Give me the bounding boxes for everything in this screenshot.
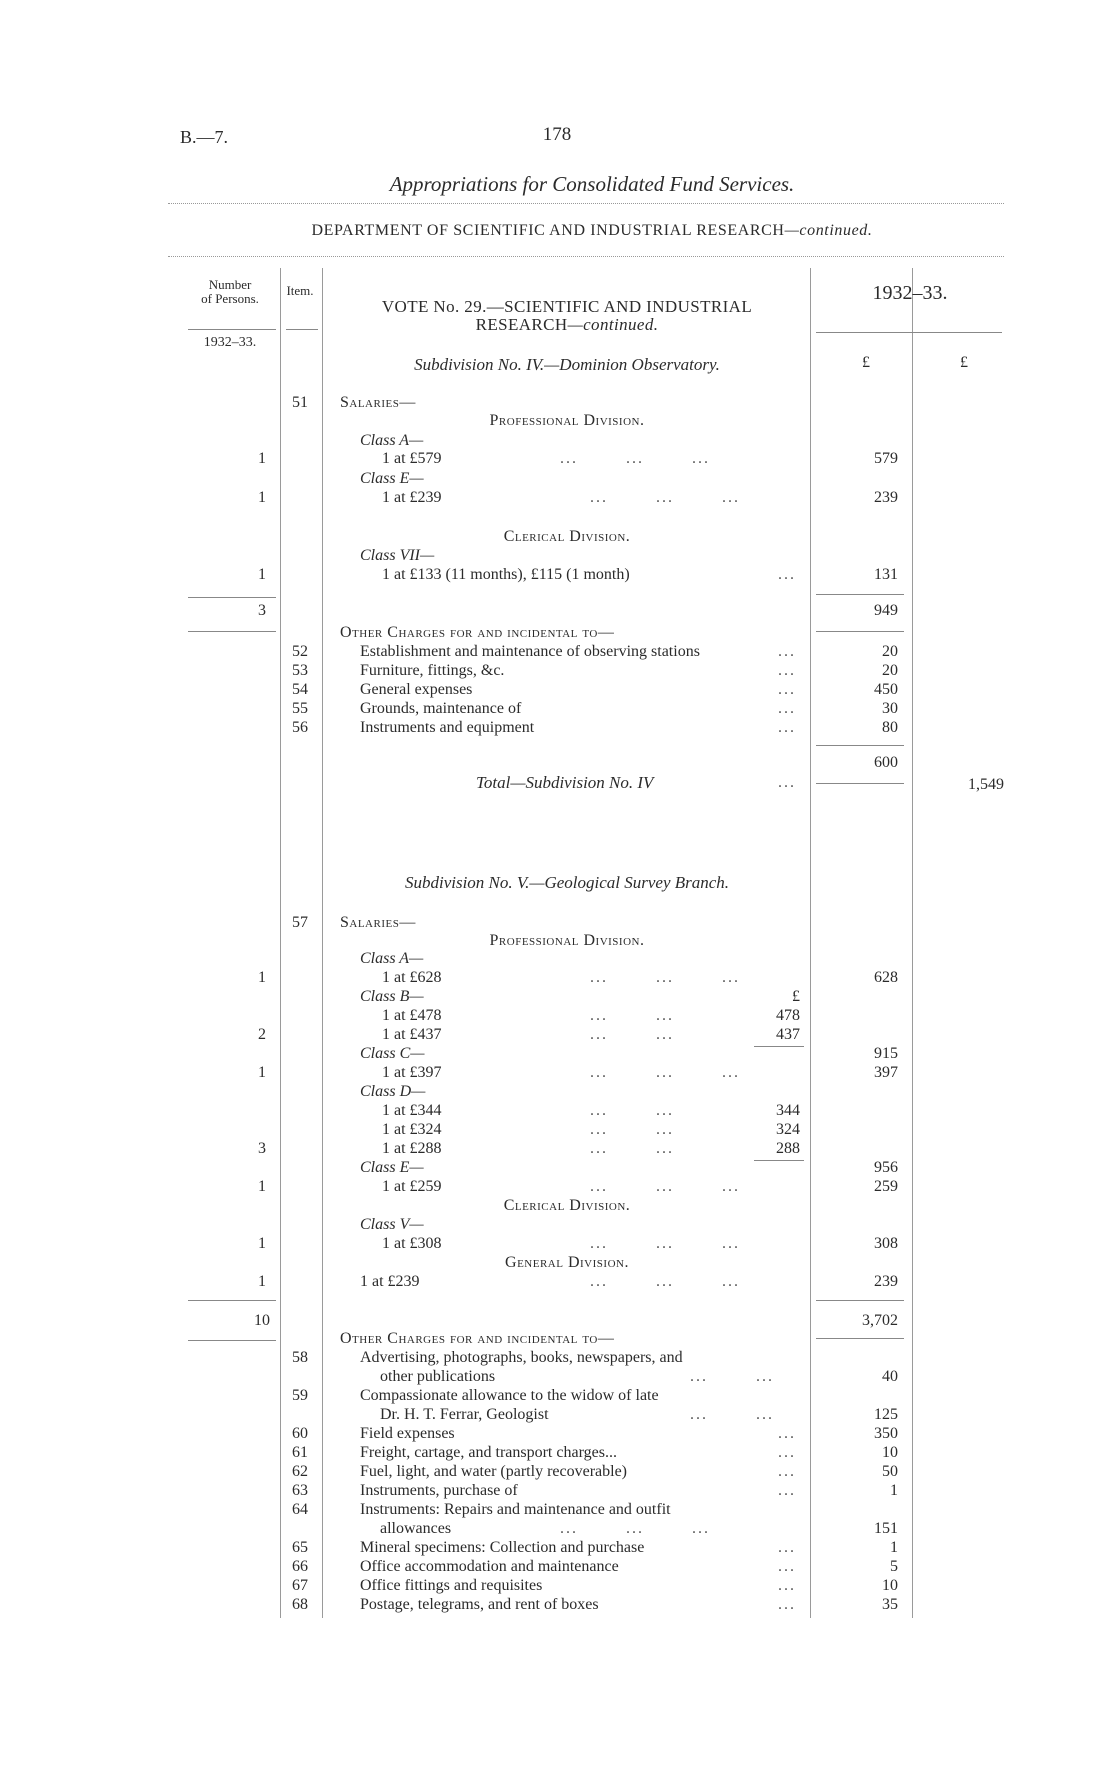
class-label: Class A—	[360, 950, 424, 967]
other-charges-heading: Other Charges for and incidental to—	[340, 624, 615, 641]
item-description-continued: allowances	[380, 1520, 452, 1537]
leader-dots: ... ...	[690, 1368, 774, 1385]
class-label: Class D—	[360, 1083, 426, 1100]
item-header-rule	[286, 329, 318, 330]
department-heading: DEPARTMENT OF SCIENTIFIC AND INDUSTRIAL RESEARCH—continued.	[311, 222, 873, 239]
amount: 308	[874, 1235, 898, 1252]
subtotal-rule	[816, 745, 904, 746]
leader-dots: ...	[778, 681, 796, 698]
subtotal-rule	[816, 594, 904, 595]
leader-dots: ... ... ...	[590, 1273, 740, 1290]
amount: 30	[882, 700, 898, 717]
subdivision-grand-total: 1,549	[968, 776, 1004, 793]
item-number: 53	[292, 662, 308, 679]
leader-dots: ...	[778, 566, 796, 583]
item-number: 64	[292, 1501, 308, 1518]
leader-dots: ... ...	[690, 1406, 774, 1423]
amount: 450	[874, 681, 898, 698]
leader-dots: ...	[778, 1444, 796, 1461]
salary-line: 1 at £478	[382, 1007, 442, 1024]
amount: 35	[882, 1596, 898, 1613]
leader-dots: ... ...	[590, 1140, 674, 1157]
year-header-rule	[816, 332, 1002, 333]
subdivision-total-label: Total—Subdivision No. IV	[476, 773, 654, 792]
item-number: 54	[292, 681, 308, 698]
item-column-rule	[322, 268, 323, 1618]
salary-line: 1 at £628	[382, 969, 442, 986]
class-label: Class V—	[360, 1216, 424, 1233]
salaries-total: 949	[874, 602, 898, 619]
amount: 259	[874, 1178, 898, 1195]
item-description: Instruments and equipment	[360, 719, 535, 736]
leader-dots: ...	[778, 643, 796, 660]
description-column-rule	[810, 268, 811, 1618]
persons-count: 1	[258, 566, 266, 583]
page-number: 178	[542, 124, 572, 145]
amount: 20	[882, 643, 898, 660]
persons-header-line1: Number	[208, 277, 252, 292]
amount: 5	[890, 1558, 898, 1575]
item-number: 51	[292, 394, 308, 411]
item-description: Advertising, photographs, books, newspapers, and	[360, 1349, 683, 1366]
leader-dots: ...	[778, 1463, 796, 1480]
amount: 20	[882, 662, 898, 679]
item-number: 62	[292, 1463, 308, 1480]
persons-year: 1932–33.	[203, 335, 257, 350]
pound-sign-1: £	[862, 354, 870, 371]
item-description: Establishment and maintenance of observing stations	[360, 643, 700, 660]
salary-line: 1 at £437	[382, 1026, 442, 1043]
persons-count: 1	[258, 1064, 266, 1081]
amount: 80	[882, 719, 898, 736]
vote-header-line2: RESEARCH—continued.	[475, 315, 659, 334]
subtotal-rule	[816, 1300, 904, 1301]
amount: 50	[882, 1463, 898, 1480]
amount: 40	[882, 1368, 898, 1385]
professional-division-heading: Professional Division.	[489, 412, 645, 429]
leader-dots: ...	[778, 719, 796, 736]
leader-dots: ...	[778, 1596, 796, 1613]
item-number: 60	[292, 1425, 308, 1442]
class-label: Class B—	[360, 988, 424, 1005]
document-ref: B.—7.	[180, 127, 229, 147]
leader-dots: ... ... ...	[560, 1520, 710, 1537]
amount: 10	[882, 1577, 898, 1594]
item-description: Compassionate allowance to the widow of late	[360, 1387, 659, 1404]
persons-total: 10	[254, 1312, 270, 1329]
persons-count: 1	[258, 489, 266, 506]
amount: 131	[874, 566, 898, 583]
leader-dots: ... ... ...	[590, 1235, 740, 1252]
leader-dots: ...	[778, 1558, 796, 1575]
inner-amount: 288	[776, 1140, 800, 1157]
department-rule	[168, 256, 1004, 257]
item-number: 57	[292, 914, 308, 931]
leader-dots: ...	[778, 1539, 796, 1556]
item-description-continued: Dr. H. T. Ferrar, Geologist	[380, 1406, 549, 1423]
total-rule	[816, 783, 904, 784]
amount: 239	[874, 489, 898, 506]
item-description: Furniture, fittings, &c.	[360, 662, 505, 679]
leader-dots: ...	[778, 700, 796, 717]
professional-division-heading: Professional Division.	[489, 932, 645, 949]
class-label: Class E—	[360, 470, 424, 487]
item-description: Instruments: Repairs and maintenance and outfit	[360, 1501, 671, 1518]
persons-header-line2: of Persons.	[201, 291, 259, 306]
salary-line: 1 at £239	[360, 1273, 420, 1290]
item-number: 59	[292, 1387, 308, 1404]
clerical-division-heading: Clerical Division.	[503, 1197, 631, 1214]
leader-dots: ... ... ...	[590, 1064, 740, 1081]
leader-dots: ... ...	[590, 1007, 674, 1024]
item-description: Grounds, maintenance of	[360, 700, 522, 717]
amount: 628	[874, 969, 898, 986]
class-label: Class VII—	[360, 547, 435, 564]
item-number: 68	[292, 1596, 308, 1613]
subdivision-iv-title: Subdivision No. IV.—Dominion Observatory.	[414, 355, 720, 374]
inner-amount: 437	[776, 1026, 800, 1043]
amount: 956	[874, 1159, 898, 1176]
persons-count: 1	[258, 1178, 266, 1195]
amount: 1	[890, 1482, 898, 1499]
inner-subtotal-rule	[754, 1160, 804, 1161]
persons-subtotal-rule	[188, 1300, 276, 1301]
amount: 151	[874, 1520, 898, 1537]
item-number: 56	[292, 719, 308, 736]
item-description: Office fittings and requisites	[360, 1577, 543, 1594]
leader-dots: ... ...	[590, 1026, 674, 1043]
inner-subtotal-rule	[754, 1046, 804, 1047]
item-number: 61	[292, 1444, 308, 1461]
item-description: Office accommodation and maintenance	[360, 1558, 619, 1575]
amount: 125	[874, 1406, 898, 1423]
other-charges-total: 600	[874, 754, 898, 771]
leader-dots: ... ... ...	[590, 969, 740, 986]
persons-header-rule	[188, 329, 276, 330]
class-label: Class E—	[360, 1159, 424, 1176]
item-number: 67	[292, 1577, 308, 1594]
item-description: Fuel, light, and water (partly recoverable)	[360, 1463, 627, 1480]
salary-line: 1 at £579	[382, 450, 442, 467]
amount: 350	[874, 1425, 898, 1442]
leader-dots: ...	[778, 774, 796, 791]
persons-count: 1	[258, 450, 266, 467]
leader-dots: ... ... ...	[590, 1178, 740, 1195]
general-division-heading: General Division.	[505, 1254, 629, 1271]
item-description: Freight, cartage, and transport charges...	[360, 1444, 617, 1461]
persons-rule	[188, 1340, 276, 1341]
class-label: Class A—	[360, 432, 424, 449]
leader-dots: ...	[778, 662, 796, 679]
class-label: Class C—	[360, 1045, 425, 1062]
amount: 915	[874, 1045, 898, 1062]
item-number: 66	[292, 1558, 308, 1575]
inner-amount: 344	[776, 1102, 800, 1119]
pound-sign-2: £	[960, 354, 968, 371]
salary-line: 1 at £344	[382, 1102, 442, 1119]
inner-amount: 478	[776, 1007, 800, 1024]
salaries-heading: Salaries—	[340, 394, 416, 411]
other-charges-heading: Other Charges for and incidental to—	[340, 1330, 615, 1347]
amount: 1	[890, 1539, 898, 1556]
salary-line: 1 at £239	[382, 489, 442, 506]
item-number: 65	[292, 1539, 308, 1556]
page-title: Appropriations for Consolidated Fund Services.	[389, 172, 795, 196]
salary-line: 1 at £324	[382, 1121, 442, 1138]
amount: 397	[874, 1064, 898, 1081]
salaries-total: 3,702	[862, 1312, 898, 1329]
amount-column-rule	[912, 268, 913, 1618]
salary-line: 1 at £397	[382, 1064, 442, 1081]
year-header: 1932–33.	[872, 282, 948, 304]
persons-count: 2	[258, 1026, 266, 1043]
vote-header-line1: VOTE No. 29.—SCIENTIFIC AND INDUSTRIAL	[381, 297, 753, 316]
clerical-division-heading: Clerical Division.	[503, 528, 631, 545]
amount: 239	[874, 1273, 898, 1290]
amount-rule	[816, 631, 904, 632]
salaries-heading: Salaries—	[340, 914, 416, 931]
inner-amount: 324	[776, 1121, 800, 1138]
salary-line: 1 at £259	[382, 1178, 442, 1195]
persons-rule	[188, 631, 276, 632]
salary-line: 1 at £133 (11 months), £115 (1 month)	[382, 566, 630, 583]
salary-line: 1 at £288	[382, 1140, 442, 1157]
persons-count: 1	[258, 1273, 266, 1290]
leader-dots: ...	[778, 1577, 796, 1594]
item-description: General expenses	[360, 681, 473, 698]
leader-dots: ... ...	[590, 1121, 674, 1138]
item-number: 58	[292, 1349, 308, 1366]
leader-dots: ... ... ...	[590, 489, 740, 506]
item-header: Item.	[286, 283, 314, 298]
leader-dots: ...	[778, 1482, 796, 1499]
pound-sign: £	[792, 988, 800, 1005]
persons-count: 1	[258, 1235, 266, 1252]
item-description: Field expenses	[360, 1425, 455, 1442]
leader-dots: ...	[778, 1425, 796, 1442]
leader-dots: ... ...	[590, 1102, 674, 1119]
leader-dots: ... ... ...	[560, 450, 710, 467]
amount: 10	[882, 1444, 898, 1461]
persons-total: 3	[258, 602, 266, 619]
amount-rule	[816, 1338, 904, 1339]
title-rule	[168, 203, 1004, 204]
item-description: Mineral specimens: Collection and purchase	[360, 1539, 645, 1556]
persons-column-rule	[280, 268, 281, 1618]
item-number: 52	[292, 643, 308, 660]
item-description: Instruments, purchase of	[360, 1482, 518, 1499]
item-description-continued: other publications	[380, 1368, 496, 1385]
item-description: Postage, telegrams, and rent of boxes	[360, 1596, 599, 1613]
persons-count: 1	[258, 969, 266, 986]
amount: 579	[874, 450, 898, 467]
salary-line: 1 at £308	[382, 1235, 442, 1252]
item-number: 55	[292, 700, 308, 717]
persons-count: 3	[258, 1140, 266, 1157]
persons-subtotal-rule	[188, 597, 276, 598]
subdivision-v-title: Subdivision No. V.—Geological Survey Branch.	[404, 873, 730, 892]
item-number: 63	[292, 1482, 308, 1499]
